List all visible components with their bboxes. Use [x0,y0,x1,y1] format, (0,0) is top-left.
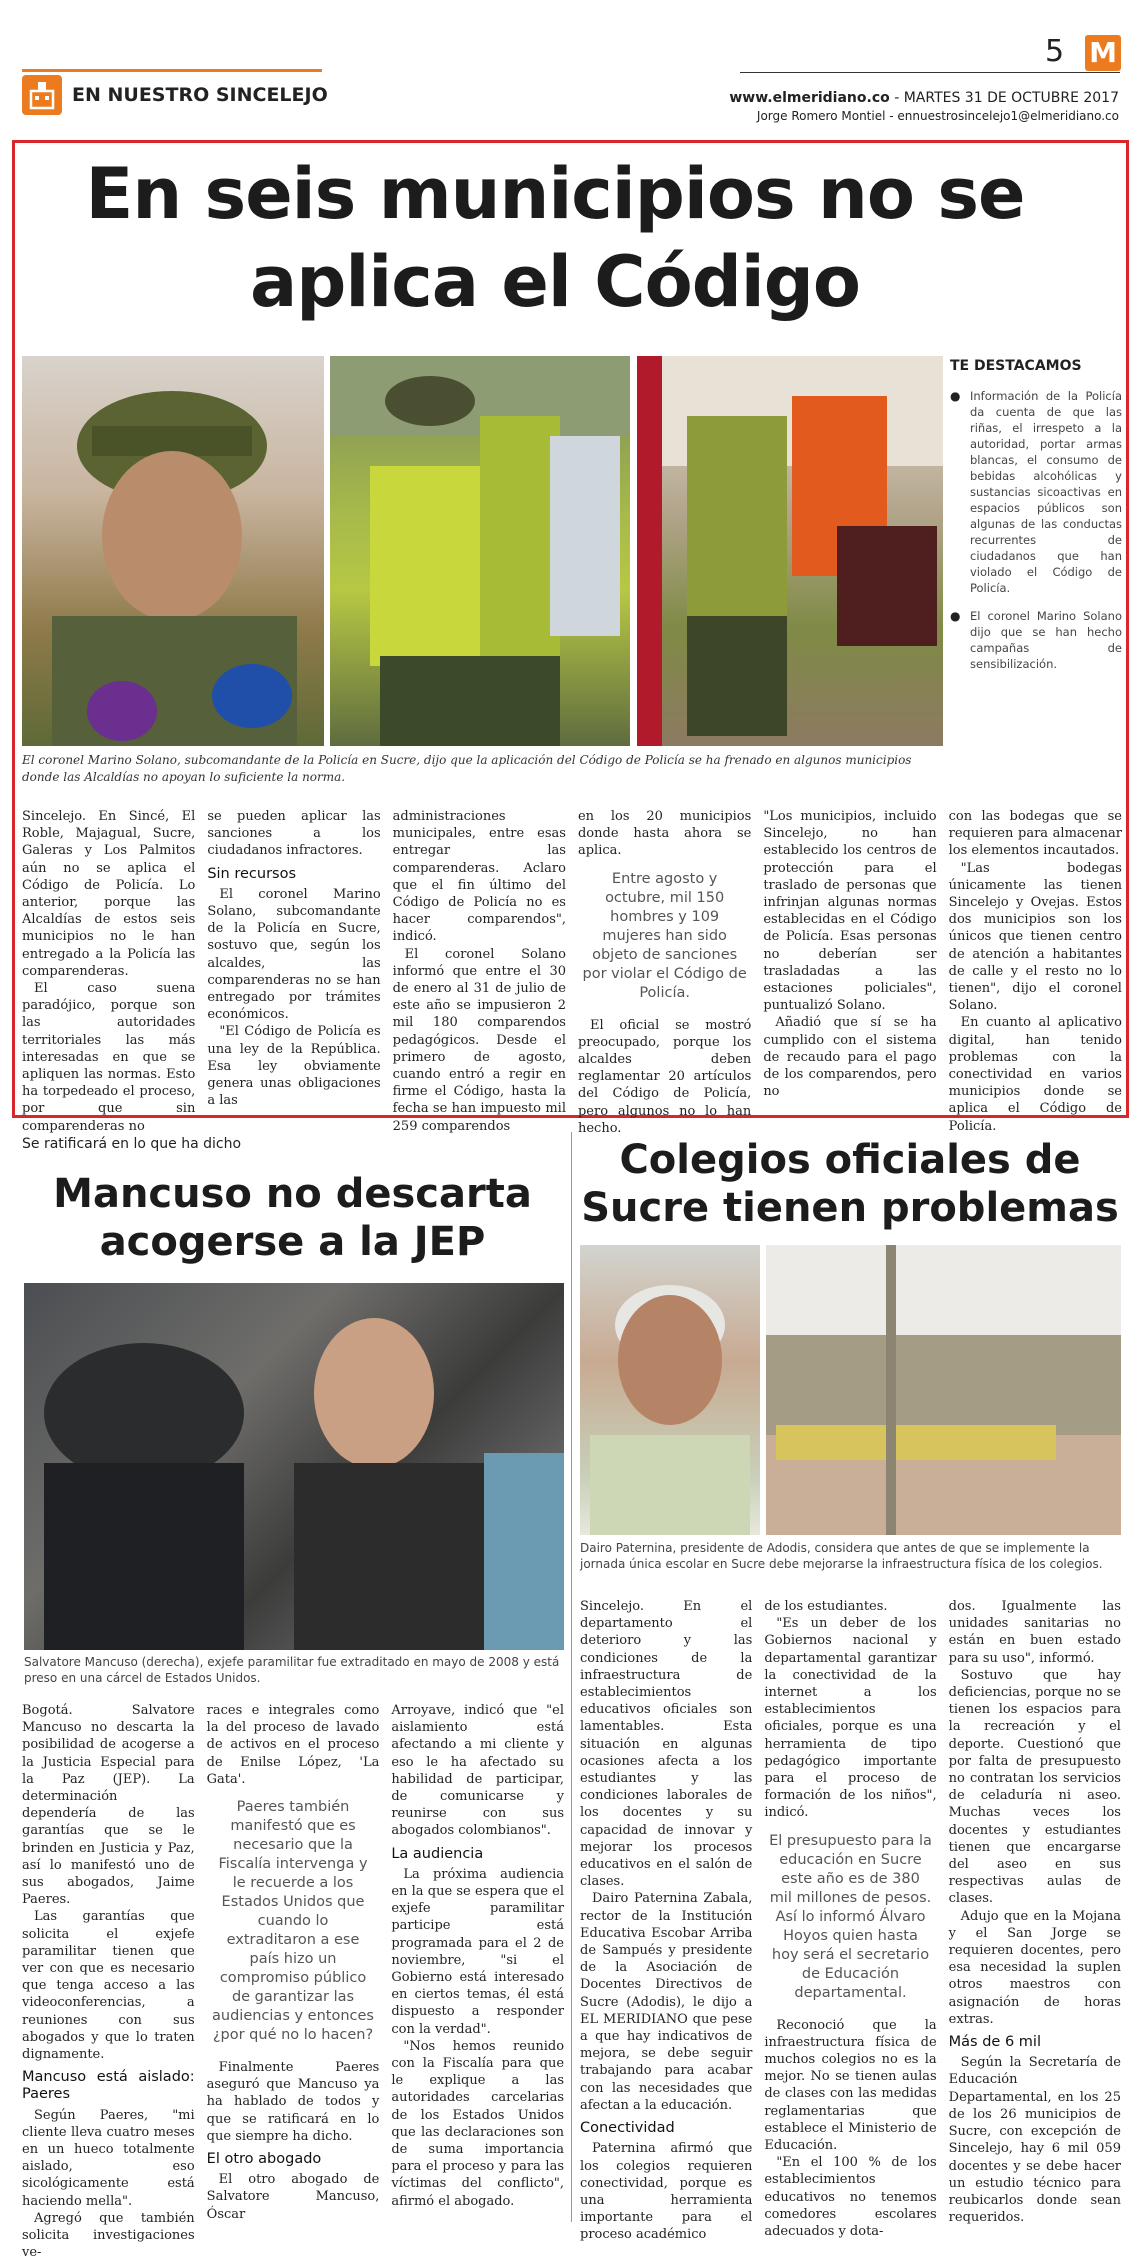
paragraph: Agregó que también solicita investigaciones ve- [22,2210,195,2261]
colegios-photo-caption: Dairo Paternina, presidente de Adodis, considera que antes de que se implemente la jornada única escolar en Sucre debe mejorarse la infraestructura física de los colegios. [580,1541,1103,1571]
subheading: Sin recursos [207,865,297,882]
colegios-story-body [580,1598,1121,2243]
paragraph: Sostuvo que hay deficiencias, porque no se tienen los espacios para la recreación y el deporte. Cuestionó que por falta de presupuesto no contratan los servicios de celaduría ni aseo. Muchas veces los docentes y estudiantes tienen que encargarse del aseo en sus respectivas aulas de clases. [948,1667,1121,1907]
paragraph: races e integrales como la del proceso de lavado de activos en el proceso de Enilse López, 'La Gata'. [206,1703,380,1787]
main-headline: En seis municipios no se aplica el Código [85,153,1025,323]
colegios-headline: Colegios oficiales de Sucre tienen problemas [581,1137,1119,1231]
paragraph: Paternina afirmó que los colegios requieren conectividad, porque es una herramienta importante para el proceso académico [580,2141,753,2243]
sidebar-item: ● El coronel Marino Solano dijo que se han hecho campañas de sensibilización. [950,608,1122,672]
paragraph: se pueden aplicar las sanciones a los ciudadanos infractores. [207,809,381,859]
section-title: EN NUESTRO SINCELEJO [72,84,328,106]
pull-quote: El presupuesto para la educación en Sucre este año es de 380 mil millones de pesos. Así lo informó Álvaro Hoyos quien hasta hoy será el secretario de Educación departamental. [769,1832,932,2001]
header-meta [729,90,1119,123]
article-column [763,808,936,1108]
school-photo [766,1245,1121,1535]
paragraph: Dairo Paternina Zabala, rector de la Institución Educativa Escobar Arriba de Sampués y presidente de la Asociación de Docentes Directivos de Sucre (Adodis), le dijo a EL MERIDIANO que pese a que hay indicativos de mejora, se debe seguir trabajando para acabar con las necesidades que afectan a la educación. [580,1891,753,2113]
police-arrest-photo [637,356,943,746]
paragraph: Añadió que sí se ha cumplido con el sistema de recaudo para el pago de los comparendos, pero no [763,1015,937,1100]
article-column [22,1702,195,2261]
paragraph: Según Paeres, "mi cliente lleva cuatro meses en un hueco totalmente aislado, eso sicológicamente está haciendo mella". [22,2107,195,2209]
site-url[interactable]: www.elmeridiano.co [729,90,890,106]
pull-quote: Paeres también manifestó que es necesario que la Fiscalía intervenga y le recuerde a los Estados Unidos que cuando lo extraditaron a ese país hizo un compromiso público de garantizar las audiencias y entonces ¿por qué no lo hacen? [212,1799,374,2044]
paragraph: Adujo que en la Mojana y el San Jorge se requieren docentes, pero esa necesidad la suplen otros maestros con asignación de horas extras. [948,1908,1121,2027]
sidebar-title: TE DESTACAMOS [950,358,1082,374]
paragraph: dos. Igualmente las unidades sanitarias no están en buen estado para su uso", informó. [948,1599,1121,1666]
paragraph: en los 20 municipios donde hasta ahora se aplica. [577,809,752,859]
article-column [948,808,1122,1134]
highlights-sidebar [950,358,1122,684]
mancuso-headline: Mancuso no descarta acogerse a la JEP [53,1171,532,1265]
article-column [391,1702,564,2222]
paragraph: El otro abogado de Salvatore Mancuso, Óscar [206,2172,380,2222]
article-column [22,808,196,1134]
paragraph: Las garantías que solicita el exjefe paramilitar tienen que ver con que es necesario que tenga acceso a las videoconferencias, a reuniones con sus abogados y que lo traten dignamente. [22,1909,195,2063]
paragraph: Reconoció que la infraestructura física de muchos colegios no es la mejor. No se tienen aulas de clases con las medidas reglamentarias que establece el Ministerio de Educación. [764,2017,937,2154]
story-kicker: Se ratificará en lo que ha dicho [22,1136,242,1152]
paragraph: con las bodegas que se requieren para almacenar los elementos incautados. [948,809,1122,859]
paragraph: Sincelejo. En el departamento el deterioro y las condiciones de la infraestructura de establecimientos educativos oficiales son lamentables. Esta situación en algunas ocasiones afecta a los estudiantes y las condiciones laborales de los docentes y su capacidad de innovar y mejorar los procesos educativos en el salón de clases. [580,1599,753,1890]
colonel-photo [22,356,324,746]
paragraph: "Nos hemos reunido con la Fiscalía para que le explique a las autoridades carcelarias de los Estados Unidos que las declaraciones son de suma importancia para el proceso y para las víctimas del conflicto", afirmó el abogado. [391,2038,565,2209]
subheading: Mancuso está aislado: Paeres [22,2069,195,2103]
paragraph: Finalmente Paeres aseguró que Mancuso ya ha hablado de todos y que se ratificará en lo que siempre ha dicho. [206,2060,380,2144]
paragraph: La próxima audiencia en la que se espera que el exjefe paramilitar participe está programada para el 2 de noviembre, "si el Gobierno está interesado en ciertos temas, él está dispuesto a responder con la verdad". [391,1866,565,2037]
police-officers-photo [330,356,630,746]
paragraph: "En el 100 % de los establecimientos educativos no tenemos comedores escolares adecuados y dota- [764,2155,937,2240]
issue-date: - MARTES 31 DE OCTUBRE 2017 [889,90,1119,106]
article-column [764,1598,937,2240]
paragraph: "Las bodegas únicamente las tienen Sincelejo y Ovejas. Estos dos municipios son los únicos que tienen centro de atención a habitantes de calle y el resto no lo tienen", dijo el coronel Solano. [948,860,1122,1014]
sidebar-item: ● Información de la Policía da cuenta de que las riñas, el irrespeto a la autoridad, portar armas blancas, el consumo de bebidas alcohólicas y sustancias sicoactivas en espacios públicos son algunas de las conductas recurrentes de ciudadanos que han violado el Código de Policía. [950,388,1122,596]
paragraph: El coronel Marino Solano, subcomandante de la Policía en Sucre, sostuvo que, según los alcaldes, las comparenderas no se han entregado por trámites económicos. [207,886,381,1023]
paragraph: Sincelejo. En Sincé, El Roble, Majagual, Sucre, Galeras y Los Palmitos aún no se aplica el Código de Policía. Lo anterior, porque las Alcaldías de estos seis municipios no le han entregado a la Policía las comparenderas. [22,809,196,979]
column-divider [571,1132,572,2222]
subheading: La audiencia [391,1845,484,1862]
header-rule [740,72,1120,73]
article-column [207,808,380,1108]
paragraph: Bogotá. Salvatore Mancuso no descarta la posibilidad de acogerse a la Justicia Especial para la Paz (JEP). La determinación dependería de las garantías que se le brinden en Justicia y Paz, así lo manifestó uno de sus abogados, Jaime Paeres. [22,1703,195,1908]
paragraph: "El Código de Policía es una ley de la República. Esa ley obviamente genera unas obligaciones a las [207,1024,381,1109]
article-column [392,808,566,1134]
paragraph: "Los municipios, incluido Sincelejo, no han establecido los centros de protección para el traslado de personas que infrinjan algunas normas establecidas en el Código de Policía. Esas personas no deberían ser trasladadas a las estaciones policiales", puntualizó Solano. [763,809,937,1014]
paternina-photo [580,1245,760,1535]
mancuso-story-body [22,1702,565,2261]
mancuso-photo [24,1283,564,1650]
author-line: Jorge Romero Montiel - ennuestrosincelejo1@elmeridiano.co [756,109,1119,123]
article-column [207,1702,380,2222]
subheading: El otro abogado [206,2151,322,2168]
article-column [580,1598,753,2243]
pull-quote: Entre agosto y octubre, mil 150 hombres y 109 mujeres han sido objeto de sanciones por violar el Código de Policía. [582,870,747,1001]
paragraph: de los estudiantes. [764,1599,888,1614]
paragraph: Arroyave, indicó que "el aislamiento está afectando a mi cliente y eso le ha afectado su habilidad de participar, de comunicarse y reunirse con sus abogados colombianos". [391,1703,565,1839]
paragraph: En cuanto al aplicativo digital, han tenido problemas con la conectividad en varios municipios donde se aplica el Código de Policía. [948,1015,1122,1134]
mancuso-photo-caption: Salvatore Mancuso (derecha), exjefe paramilitar fue extraditado en mayo de 2008 y está preso en una cárcel de Estados Unidos. [24,1655,560,1685]
paragraph: El oficial se mostró preocupado, porque los alcaldes deben reglamentar 20 artículos del Código de Policía, pero algunos no lo han hecho. [577,1017,752,1136]
page-number: 5 [1045,34,1065,69]
section-accent-line [22,69,322,72]
article-column [948,1598,1121,2226]
paragraph: El caso suena paradójico, porque son las autoridades territoriales las más interesadas en que se apliquen las normas. Esto ha torpedeado el proceso, por que sin comparenderas no [22,981,196,1134]
paragraph: El coronel Solano informó que entre el 30 de enero al 31 de julio de este año se impusieron 2 mil 180 comparendos pedagógicos. Desde el primero de agosto, cuando entró a regir en firme el Código, hasta la fecha se han impuesto mil 259 comparendos [392,946,566,1134]
paragraph: "Es un deber de los Gobiernos nacional y departamental garantizar la conectividad de la internet a los establecimientos oficiales, porque es una herramienta de tipo pedagógico importante para el proceso de formación de los niños", indicó. [764,1616,937,1821]
paragraph: Según la Secretaría de Educación Departamental, en los 25 de los 26 municipios de Sucre, con excepción de Sincelejo, hay 6 mil 059 docentes y se debe hacer un estudio técnico para reubicarlos donde sean requeridos. [948,2055,1121,2226]
subheading: Más de 6 mil [948,2034,1041,2051]
main-story-body [22,808,1122,1136]
building-icon [22,75,62,115]
article-column [577,808,752,1136]
paragraph: administraciones municipales, entre esas entregar las comparenderas. Aclaro que el fin último del Código de Policía no es hacer comparendos", indicó. [392,809,566,945]
section-header [22,75,328,115]
main-photo-caption: El coronel Marino Solano, subcomandante de la Policía en Sucre, dijo que la aplicación del Código de Policía se ha frenado en algunos municipios donde las Alcaldías no apoyan lo suficiente la norma. [22,753,912,784]
newspaper-logo: M [1085,35,1121,71]
subheading: Conectividad [580,2120,675,2137]
